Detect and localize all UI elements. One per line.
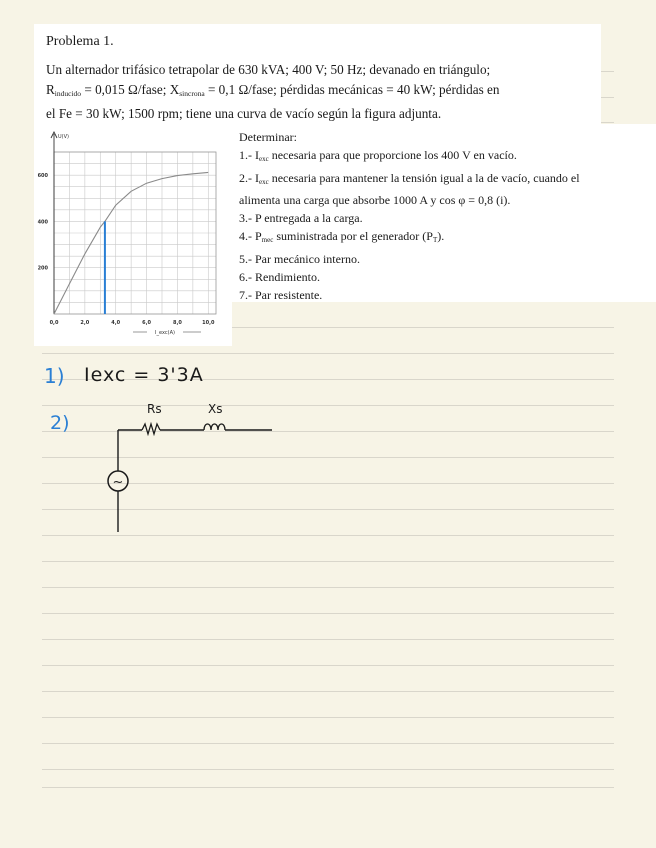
ruled-line [42,405,614,406]
x-subscript: sincrona [179,89,205,98]
chart-axes [51,132,57,314]
ruled-line [42,691,614,692]
no-load-curve-chart [34,124,232,346]
ruled-line [42,613,614,614]
determinar-heading: Determinar: [239,130,297,144]
task-item-2-cont: alimenta una carga que absorbe 1000 A y cos φ = 0,8 (i). [239,192,511,207]
ruled-line [42,787,614,788]
statement-part-2: = 0,015 Ω/fase; X [81,82,180,97]
task-item-3: 3.- P entregada a la carga. [239,211,363,226]
y-tick-label: 600 [37,173,48,180]
x-tick-label: 0,0 [49,320,59,326]
x-tick-label: 6,0 [142,320,152,326]
task-item-6: 6.- Rendimiento. [239,270,320,285]
statement-part-3: = 0,1 Ω/fase; pérdidas mecánicas = 40 kW; pérdidas en [204,82,500,97]
ruled-line [42,743,614,744]
xs-label: Xs [208,402,223,416]
answer-2-number: 2) [50,412,70,434]
x-tick-label: 4,0 [111,320,121,326]
tasks-list [239,128,656,305]
task-item-4: 4.- $P_{mec}$ suministrada por el generador $(P_T)$. [239,229,445,245]
ruled-line [42,587,614,588]
y-tick-label: 200 [37,265,48,272]
chart-labels [38,134,215,336]
task-item-1: 1.- $I_{exc}$ necesaria para que proporcione los 400 V en vacío. [239,148,517,164]
inductor-icon [204,424,225,430]
rs-label: Rs [147,402,162,416]
r-subscript: inducido [54,89,82,98]
y-tick-label: 400 [37,219,48,226]
equivalent-circuit [100,410,280,540]
task-item-7: 7.- Par resistente. [239,288,323,303]
ac-source-symbol: ~ [112,475,124,490]
x-tick-label: 10,0 [202,320,215,326]
x-tick-label: 2,0 [80,320,90,326]
problem-statement [46,60,576,124]
r-symbol: R [46,82,55,97]
resistor-icon [142,424,160,434]
statement-line-1: Un alternador trifásico tetrapolar de 630 kVA; 400 V; 50 Hz; devanado en triángulo; [46,62,491,77]
ruled-line [42,353,614,354]
statement-line-2 [46,82,499,97]
ruled-line [42,717,614,718]
x-axis-label: I_exc(A) [155,330,175,336]
x-tick-label: 8,0 [172,320,182,326]
ruled-line [42,769,614,770]
ruled-line [42,561,614,562]
y-axis-label: U(V) [58,134,69,140]
task-item-2: 2.- $I_{exc}$ necesaria para mantener la tensión igual a la de vacío, cuando el [239,170,580,186]
answer-1-number: 1) [44,364,65,388]
chart-grid [54,152,216,314]
ruled-line [42,665,614,666]
statement-line-3: el Fe = 30 kW; 1500 rpm; tiene una curva de vacío según la figura adjunta. [46,106,442,121]
ruled-line [42,639,614,640]
problem-title: Problema 1. [46,34,114,49]
task-item-5: 5.- Par mecánico interno. [239,251,360,266]
answer-1-text: Iexc = 3'3A [84,364,204,386]
